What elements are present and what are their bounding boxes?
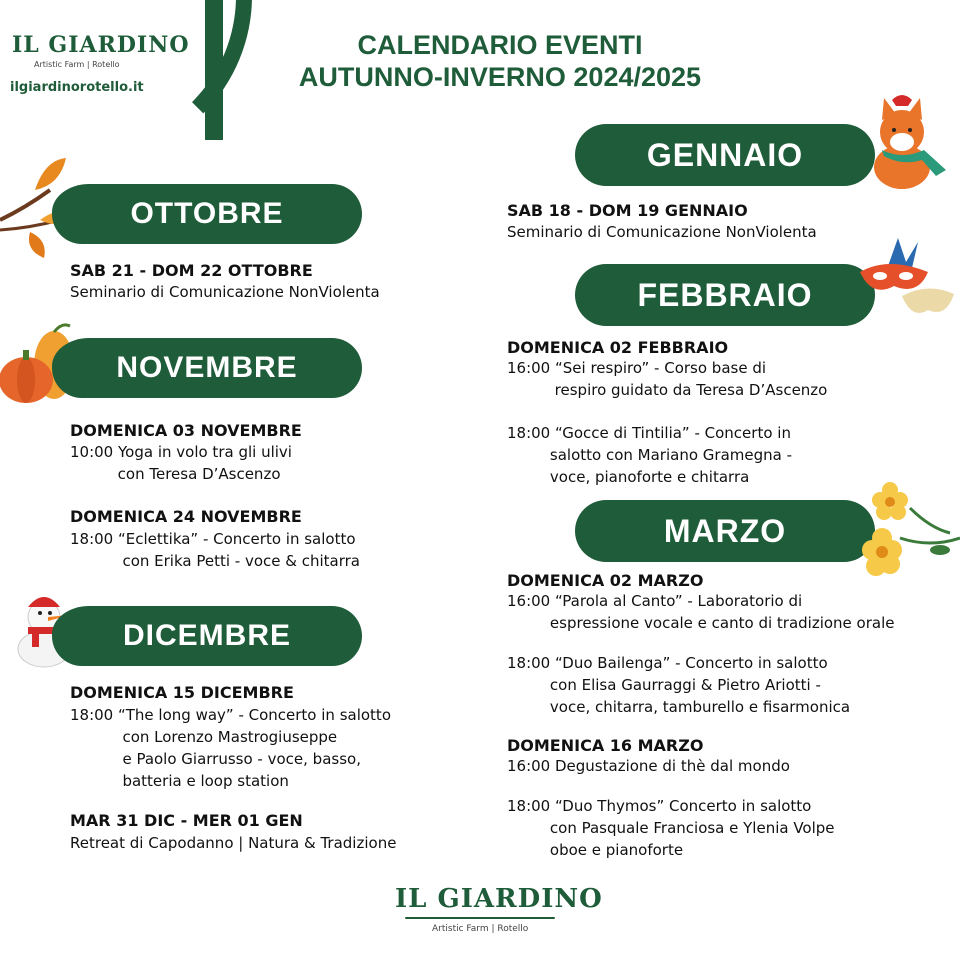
event-text-feb2: 18:00 “Gocce di Tintilia” - Concerto in salotto con Mariano Gramegna - voce, pianoforte e chitarra: [507, 424, 793, 486]
month-label-febbraio: FEBBRAIO: [637, 276, 813, 313]
month-label-gennaio: GENNAIO: [646, 136, 804, 173]
event-text-nov1: 10:00 Yoga in volo tra gli ulivi con Teresa D’Ascenzo: [70, 443, 292, 483]
month-banner-ottobre: [52, 184, 362, 244]
month-banner-dicembre: [52, 606, 362, 666]
month-banner-gennaio: [575, 124, 875, 186]
event-date-dic1: DOMENICA 15 DICEMBRE: [70, 683, 294, 702]
event-text-mar4: 18:00 “Duo Thymos” Concerto in salotto con Pasquale Franciosa e Ylenia Volpe oboe e pianoforte: [507, 797, 835, 859]
event-text-feb1: 16:00 “Sei respiro” - Corso base di respiro guidato da Teresa D’Ascenzo: [507, 359, 828, 399]
event-text-dic2: Retreat di Capodanno | Natura & Tradizione: [70, 834, 397, 852]
event-date-mar3: DOMENICA 16 MARZO: [507, 736, 704, 755]
event-text-ott1: Seminario di Comunicazione NonViolenta: [70, 283, 380, 301]
footer-logo-underline: [405, 917, 555, 919]
event-date-mar1: DOMENICA 02 MARZO: [507, 571, 704, 590]
event-date-ott1: SAB 21 - DOM 22 OTTOBRE: [70, 261, 313, 280]
fox-icon: [862, 92, 952, 192]
month-label-dicembre: DICEMBRE: [122, 619, 291, 652]
event-text-dic1: 18:00 “The long way” - Concerto in salotto con Lorenzo Mastrogiuseppe e Paolo Giarrusso - voce, basso, batteria e loop station: [70, 706, 391, 790]
month-banner-novembre: [52, 338, 362, 398]
carnival-mask-icon: [858, 236, 958, 326]
brand-logo: IL GIARDINO: [12, 32, 190, 58]
month-banner-marzo: [575, 500, 875, 562]
event-text-mar1: 16:00 “Parola al Canto” - Laboratorio di espressione vocale e canto di tradizione orale: [507, 592, 895, 632]
event-date-dic2: MAR 31 DIC - MER 01 GEN: [70, 811, 303, 830]
event-text-mar3: 16:00 Degustazione di thè dal mondo: [507, 757, 790, 775]
event-text-mar2: 18:00 “Duo Bailenga” - Concerto in salotto con Elisa Gaurraggi & Pietro Ariotti - voce, chitarra, tamburello e fisarmonica: [507, 654, 851, 716]
flowers-icon: [850, 478, 960, 578]
month-label-ottobre: OTTOBRE: [130, 197, 284, 230]
event-text-gen1: Seminario di Comunicazione NonViolenta: [507, 223, 817, 241]
brand-tagline: Artistic Farm | Rotello: [34, 60, 120, 69]
footer-tagline: Artistic Farm | Rotello: [432, 924, 529, 934]
month-label-marzo: MARZO: [663, 512, 787, 549]
month-banner-febbraio: [575, 264, 875, 326]
footer-logo: IL GIARDINO: [395, 884, 603, 914]
month-label-novembre: NOVEMBRE: [116, 351, 298, 384]
page-title-line2: AUTUNNO-INVERNO 2024/2025: [298, 62, 702, 92]
event-date-gen1: SAB 18 - DOM 19 GENNAIO: [507, 201, 748, 220]
event-text-nov2: 18:00 “Eclettika” - Concerto in salotto con Erika Petti - voce & chitarra: [70, 530, 360, 570]
page-title-line1: CALENDARIO EVENTI: [357, 30, 643, 60]
decorative-arc-stem: [205, 0, 223, 140]
brand-url[interactable]: ilgiardinorotello.it: [10, 80, 144, 95]
event-date-feb1: DOMENICA 02 FEBBRAIO: [507, 338, 729, 357]
event-date-nov2: DOMENICA 24 NOVEMBRE: [70, 507, 302, 526]
event-date-nov1: DOMENICA 03 NOVEMBRE: [70, 421, 302, 440]
